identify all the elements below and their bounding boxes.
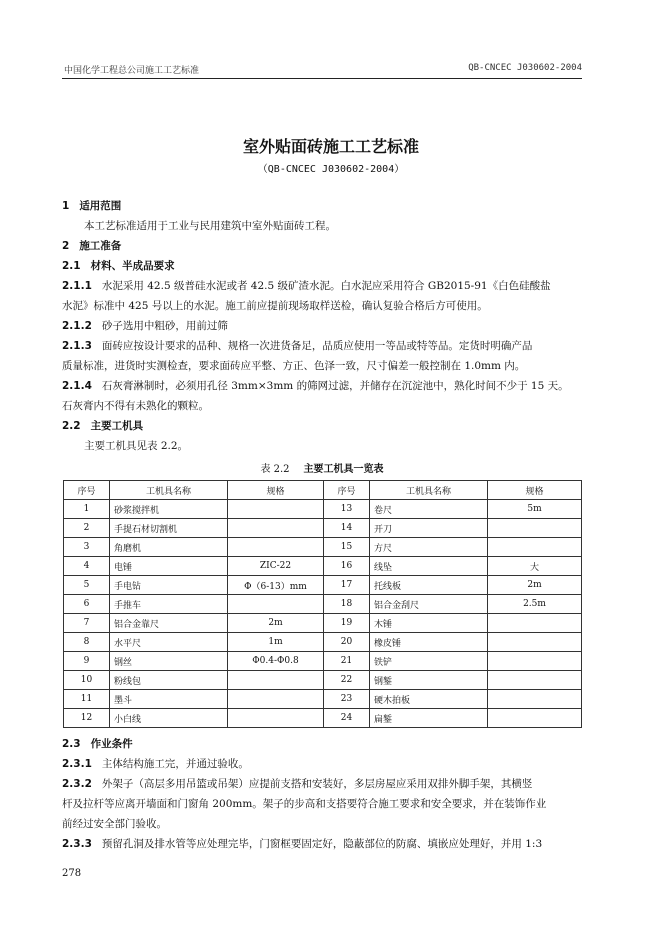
table-caption-title: 主要工机具一览表 <box>303 464 384 475</box>
seq-cell: 11 <box>64 690 110 709</box>
body-section-1 <box>62 196 582 456</box>
paragraph-line <box>62 436 582 456</box>
tool-name-cell: 小白线 <box>110 709 228 728</box>
spec-cell <box>488 633 582 652</box>
tool-name-cell: 硬木拍板 <box>370 690 488 709</box>
table-row <box>64 500 582 519</box>
tool-name-cell: 角磨机 <box>110 538 228 557</box>
line-text: 材料、半成品要求 <box>90 260 175 272</box>
paragraph-line <box>62 396 582 416</box>
seq-cell: 24 <box>324 709 370 728</box>
line-text: 主要工机具 <box>90 420 144 432</box>
spec-cell <box>228 519 324 538</box>
paragraph-line <box>62 754 582 774</box>
spec-cell: 大 <box>488 557 582 576</box>
seq-cell: 14 <box>324 519 370 538</box>
document-code: （QB-CNCEC J030602-2004） <box>257 164 405 175</box>
table-caption-number: 表 2.2 <box>260 464 290 475</box>
spec-cell <box>228 690 324 709</box>
section-number: 2.3.1 <box>62 758 92 770</box>
paragraph-line <box>62 216 582 236</box>
section-number: 2.1.4 <box>62 380 92 392</box>
spec-cell <box>488 614 582 633</box>
paragraph-line <box>62 296 582 316</box>
document-body <box>62 196 582 854</box>
line-text: 主体结构施工完，并通过验收。 <box>101 758 249 770</box>
paragraph-line <box>62 774 582 794</box>
tool-name-cell: 钢錾 <box>370 671 488 690</box>
seq-cell: 23 <box>324 690 370 709</box>
seq-cell: 3 <box>64 538 110 557</box>
section-number: 2.1 <box>62 260 81 272</box>
tool-name-cell: 橡皮锤 <box>370 633 488 652</box>
section-heading <box>62 416 582 436</box>
tool-name-cell: 铝合金刮尺 <box>370 595 488 614</box>
table-row <box>64 671 582 690</box>
spec-cell: 2m <box>488 576 582 595</box>
tool-name-cell: 手提石材切割机 <box>110 519 228 538</box>
line-text: 适用范围 <box>79 200 122 212</box>
section-number: 2.3 <box>62 738 81 750</box>
seq-cell: 21 <box>324 652 370 671</box>
section-number: 2 <box>62 240 70 252</box>
spec-cell <box>228 709 324 728</box>
tool-name-cell: 手电钻 <box>110 576 228 595</box>
seq-cell: 13 <box>324 500 370 519</box>
paragraph-line <box>62 276 582 296</box>
tools-table <box>63 480 582 728</box>
table-row <box>64 576 582 595</box>
tool-name-cell: 手推车 <box>110 595 228 614</box>
line-text: 石灰膏内不得有未熟化的颗粒。 <box>62 400 209 412</box>
header-tool-name-1: 工机具名称 <box>110 481 228 500</box>
spec-cell: ZIC-22 <box>228 557 324 576</box>
line-text: 前经过安全部门验收。 <box>62 818 167 830</box>
seq-cell: 5 <box>64 576 110 595</box>
tool-name-cell: 托线板 <box>370 576 488 595</box>
header-seq-1: 序号 <box>64 481 110 500</box>
seq-cell: 10 <box>64 671 110 690</box>
section-number: 2.2 <box>62 420 81 432</box>
seq-cell: 7 <box>64 614 110 633</box>
spec-cell <box>488 519 582 538</box>
tool-name-cell: 铁铲 <box>370 652 488 671</box>
header-code: QB-CNCEC J030602-2004 <box>468 63 582 73</box>
paragraph-line <box>62 316 582 336</box>
line-text: 预留孔洞及排水管等应处理完毕，门窗框要固定好，隐蔽部位的防腐、填嵌应处理好，并用 1:3 <box>101 838 543 850</box>
table-row <box>64 538 582 557</box>
spec-cell <box>488 709 582 728</box>
line-text: 杆及拉杆等应离开墙面和门窗角 200mm。架子的步高和支搭要符合施工要求和安全要求，并在装饰作业 <box>62 798 547 810</box>
header-tool-name-2: 工机具名称 <box>370 481 488 500</box>
table-caption <box>62 462 582 478</box>
seq-cell: 16 <box>324 557 370 576</box>
seq-cell: 2 <box>64 519 110 538</box>
tool-name-cell: 线坠 <box>370 557 488 576</box>
line-text: 作业条件 <box>90 738 133 750</box>
spec-cell: 2.5m <box>488 595 582 614</box>
section-number: 2.1.1 <box>62 280 92 292</box>
table-row <box>64 652 582 671</box>
table-header-row <box>64 481 582 500</box>
line-text: 石灰膏淋制时，必须用孔径 3mm×3mm 的筛网过滤，并储存在沉淀池中，熟化时间不少于 15 天。 <box>101 380 569 392</box>
paragraph-line <box>62 336 582 356</box>
spec-cell <box>488 671 582 690</box>
spec-cell <box>488 690 582 709</box>
tool-name-cell: 砂浆搅拌机 <box>110 500 228 519</box>
tool-name-cell: 方尺 <box>370 538 488 557</box>
header-seq-2: 序号 <box>324 481 370 500</box>
spec-cell <box>228 500 324 519</box>
tool-name-cell: 卷尺 <box>370 500 488 519</box>
document-title: 室外贴面砖施工工艺标准 <box>242 137 419 156</box>
tool-name-cell: 电锤 <box>110 557 228 576</box>
seq-cell: 18 <box>324 595 370 614</box>
seq-cell: 6 <box>64 595 110 614</box>
line-text: 水泥》标准中 425 号以上的水泥。施工前应提前现场取样送检，确认复验合格后方可使用。 <box>62 300 488 312</box>
seq-cell: 4 <box>64 557 110 576</box>
seq-cell: 8 <box>64 633 110 652</box>
seq-cell: 20 <box>324 633 370 652</box>
tool-name-cell: 粉线包 <box>110 671 228 690</box>
seq-cell: 22 <box>324 671 370 690</box>
tool-name-cell: 开刀 <box>370 519 488 538</box>
table-row <box>64 557 582 576</box>
line-text: 水泥采用 42.5 级普硅水泥或者 42.5 级矿渣水泥。白水泥应采用符合 GB2015-91《白色硅酸盐 <box>101 280 551 292</box>
header-spec-2: 规格 <box>488 481 582 500</box>
body-section-2 <box>62 734 582 854</box>
table-row <box>64 690 582 709</box>
table-row <box>64 709 582 728</box>
tool-name-cell: 钢丝 <box>110 652 228 671</box>
page-number: 278 <box>62 868 82 879</box>
table-row <box>64 614 582 633</box>
spec-cell <box>228 538 324 557</box>
line-text: 质量标准，进货时实测检查，要求面砖应平整、方正、色泽一致，尺寸偏差一般控制在 1.0mm 内。 <box>62 360 526 372</box>
spec-cell: 2m <box>228 614 324 633</box>
line-text: 本工艺标准适用于工业与民用建筑中室外贴面砖工程。 <box>84 220 336 232</box>
spec-cell <box>228 595 324 614</box>
spec-cell <box>488 652 582 671</box>
spec-cell: Φ（6-13）mm <box>228 576 324 595</box>
table-row <box>64 633 582 652</box>
spec-cell <box>488 538 582 557</box>
header-org: 中国化学工程总公司施工工艺标准 <box>64 66 200 76</box>
spec-cell: Φ0.4-Φ0.8 <box>228 652 324 671</box>
section-number: 2.1.3 <box>62 340 92 352</box>
section-heading <box>62 256 582 276</box>
section-number: 2.3.2 <box>62 778 92 790</box>
seq-cell: 15 <box>324 538 370 557</box>
section-heading <box>62 236 582 256</box>
spec-cell: 5m <box>488 500 582 519</box>
table-row <box>64 595 582 614</box>
table-row <box>64 519 582 538</box>
paragraph-line <box>62 814 582 834</box>
section-number: 1 <box>62 200 70 212</box>
line-text: 外架子（高层多用吊篮或吊架）应提前支搭和安装好，多层房屋应采用双排外脚手架，其横竖 <box>101 778 533 790</box>
paragraph-line <box>62 376 582 396</box>
tool-name-cell: 墨斗 <box>110 690 228 709</box>
line-text: 砂子选用中粗砂，用前过筛 <box>101 320 228 332</box>
seq-cell: 9 <box>64 652 110 671</box>
line-text: 主要工机具见表 2.2。 <box>84 440 189 452</box>
spec-cell <box>228 671 324 690</box>
spec-cell: 1m <box>228 633 324 652</box>
tool-name-cell: 水平尺 <box>110 633 228 652</box>
running-header <box>62 60 582 79</box>
section-number: 2.1.2 <box>62 320 92 332</box>
header-spec-1: 规格 <box>228 481 324 500</box>
paragraph-line <box>62 794 582 814</box>
tool-name-cell: 扁錾 <box>370 709 488 728</box>
section-number: 2.3.3 <box>62 838 92 850</box>
section-heading <box>62 734 582 754</box>
seq-cell: 1 <box>64 500 110 519</box>
paragraph-line <box>62 834 582 854</box>
tool-name-cell: 木锤 <box>370 614 488 633</box>
seq-cell: 19 <box>324 614 370 633</box>
line-text: 面砖应按设计要求的品种、规格一次进货备足，品质应使用一等品或特等品。定货时明确产品 <box>101 340 533 352</box>
section-heading <box>62 196 582 216</box>
tool-name-cell: 铝合金靠尺 <box>110 614 228 633</box>
paragraph-line <box>62 356 582 376</box>
seq-cell: 12 <box>64 709 110 728</box>
line-text: 施工准备 <box>79 240 122 252</box>
seq-cell: 17 <box>324 576 370 595</box>
